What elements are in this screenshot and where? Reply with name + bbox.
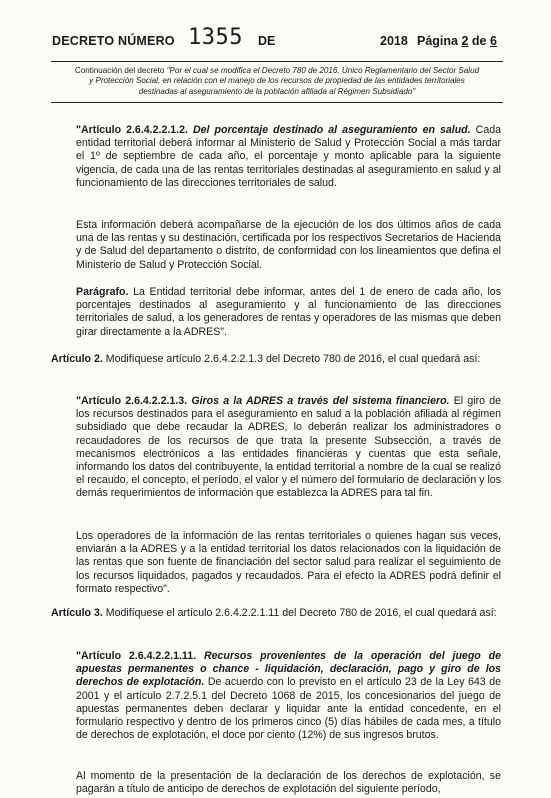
- article-heading: "Artículo 2.6.4.2.2.1.2.: [76, 124, 188, 136]
- paragrafo: [76, 286, 501, 339]
- continuation-line1: "Por el cual se modifica el Decreto 780 de 2016, Único Reglamentario del Sector Salud: [166, 66, 480, 75]
- article-text: De acuerdo con lo previsto en el artículo 23 de la Ley 643 de 2001 y el artículo 2.7.2.5.1 del Decreto 1068 de 2015, los concesionarios del juego de apuestas permanentes deben declarar y liquidar ante la entidad concedente, en el formulario respectivo y dentro de los primeros cinco (5) días hábiles de cada mes, a título de derechos de explotación, el doce por ciento (12%) de sus ingresos brutos.: [76, 676, 501, 742]
- article-paragraph: Al momento de la presentación de la declaración de los derechos de explotación, se pagarán a título de anticipo de derechos de explotación del siguiente período,: [76, 770, 501, 796]
- continuation-line2: y Protección Social, en relación con el manejo de los recursos de propiedad de las entidades territoriales: [89, 76, 465, 86]
- article-2-6-4-2-2-1-3: [76, 395, 501, 501]
- article-3-label: Artículo 3.: [51, 607, 103, 619]
- article-text: Cada entidad territorial deberá informar al Ministerio de Salud y Protección Social a más tardar el 1º de septiembre de cada año, el porcentaje y monto aplicable para la siguiente vigencia, de cada una de las rentas territoriales destinadas al aseguramiento en salud y al funcionamiento de las direcciones territoriales de salud.: [76, 124, 501, 189]
- article-text: El giro de los recursos destinados para el aseguramiento en salud a la población afiliada al régimen subsidiado que debe recaudar la ADRES, lo deberán realizar los administradores o recaudadores de los recursos de que trata la presente Subsección, a través de mecanismos electrónicos a las entidades financieras y cuentas que esta señale, informando los datos del contribuyente, la entidad territorial a nombre de la cual se realizó el recaudo, el concepto, el período, el valor y el número del formulario de declaración y los demás requerimientos de información que establezca la ADRES para tal fin.: [76, 395, 501, 500]
- article-title: Del porcentaje destinado al aseguramiento en salud.: [193, 124, 471, 136]
- page-current: 2: [461, 34, 469, 48]
- de-label: DE: [258, 34, 276, 48]
- article-2-6-4-2-2-1-11: [76, 650, 501, 742]
- article-title: Recursos provenientes de la operación del juego de apuestas permanentes o chance - liquidación, declaración, pago y giro de los derechos de explotación.: [76, 650, 501, 689]
- decree-number: 1355: [188, 25, 243, 50]
- continuation-box: [51, 61, 503, 103]
- article-3: [51, 607, 503, 620]
- article-2-text: Modifíquese artículo 2.6.4.2.2.1.3 del Decreto 780 de 2016, el cual quedará así:: [105, 353, 481, 365]
- paragrafo-label: Parágrafo.: [76, 286, 129, 298]
- article-heading: "Artículo 2.6.4.2.2.1.3.: [76, 395, 188, 407]
- article-paragraph: Los operadores de la información de las rentas territoriales o quienes hagan sus veces, enviarán a la ADRES y a la entidad territorial los datos relacionados con la liquidación de las rentas que son fuente de financiación del sector salud para realizar el seguimiento de los recursos liquidados, pagados y recaudados. Para el efecto la ADRES podrá definir el formato respectivo".: [76, 530, 501, 595]
- page-indicator: [417, 34, 497, 48]
- continuation-line3: destinadas al aseguramiento de la población afiliada al Régimen Subsidiado": [138, 86, 416, 96]
- article-2-label: Artículo 2.: [51, 353, 103, 365]
- decree-label: DECRETO NÚMERO: [52, 34, 175, 48]
- page-of: de: [471, 34, 487, 48]
- page-prefix: Página: [417, 34, 458, 48]
- paragrafo-text: La Entidad territorial debe informar, antes del 1 de enero de cada año, los porcentajes destinados al aseguramiento y al funcionamiento de las direcciones territoriales de salud, a los generadores de rentas y operadores de las mismas que deben girar directamente a la ADRES".: [76, 286, 501, 338]
- decree-header: [52, 26, 500, 52]
- decree-year: 2018: [380, 34, 408, 48]
- article-3-text: Modifíquese el artículo 2.6.4.2.2.1.11 del Decreto 780 de 2016, el cual quedará así:: [105, 607, 497, 619]
- article-2: [51, 353, 503, 366]
- article-paragraph: Esta información deberá acompañarse de la ejecución de los dos últimos años de cada una de las rentas y su destinación, certificada por los respectivos Secretarios de Hacienda y de Salud del departamento o distrito, de conformidad con los lineamientos que defina el Ministerio de Salud y Protección Social.: [76, 219, 501, 271]
- page-total: 6: [490, 34, 497, 48]
- article-2-6-4-2-2-1-2: [76, 124, 501, 190]
- continuation-lead: Continuación del decreto: [74, 66, 165, 75]
- article-title: Giros a la ADRES a través del sistema financiero.: [191, 395, 450, 407]
- article-heading: "Artículo 2.6.4.2.2.1.11.: [76, 650, 197, 662]
